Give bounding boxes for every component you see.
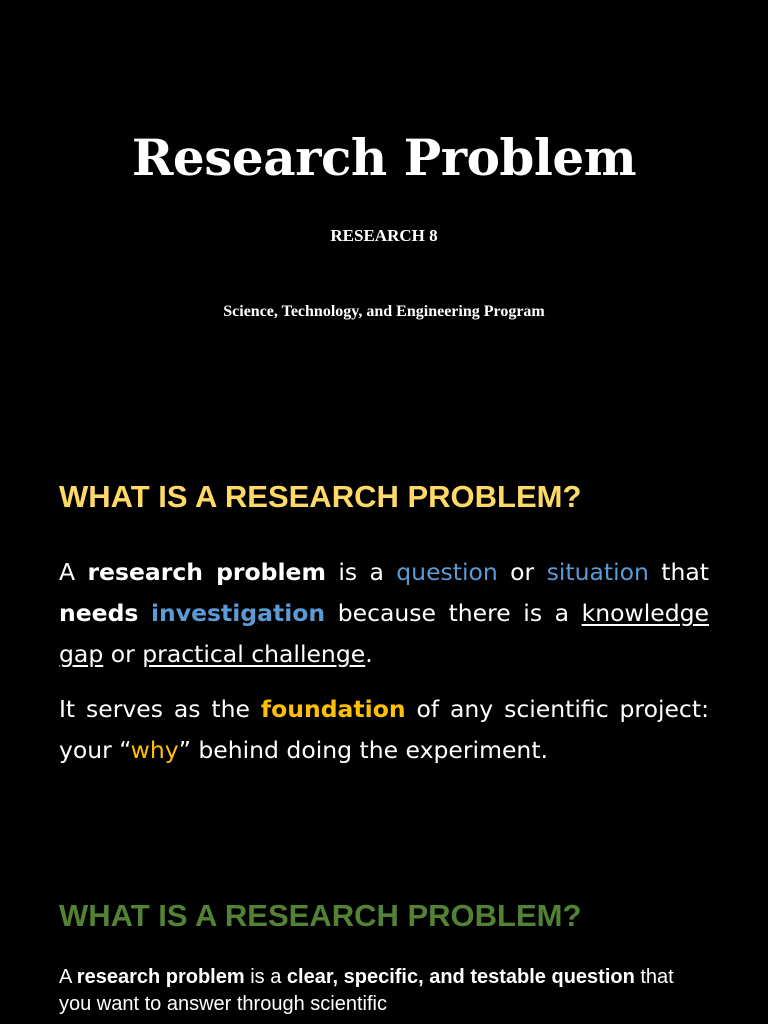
testable-question-paragraph xyxy=(59,964,709,1018)
course-subtitle: RESEARCH 8 xyxy=(330,226,438,245)
underlined-practical-challenge: practical challenge xyxy=(142,640,366,668)
highlight-situation: situation xyxy=(546,558,649,586)
section-heading-2: WHAT IS A RESEARCH PROBLEM? xyxy=(59,898,582,933)
foundation-paragraph xyxy=(59,689,709,771)
text-run: is a xyxy=(244,966,287,988)
highlight-question: question xyxy=(396,558,498,586)
text-run: A xyxy=(59,966,77,988)
program-name: Science, Technology, and Engineering Program xyxy=(223,303,545,320)
text-run xyxy=(138,599,151,627)
text-run: . xyxy=(365,640,373,668)
definition-paragraph xyxy=(59,552,709,675)
highlight-investigation: investigation xyxy=(150,599,326,627)
bold-needs: needs xyxy=(59,599,139,627)
highlight-foundation: foundation xyxy=(260,695,406,723)
section-heading-1: WHAT IS A RESEARCH PROBLEM? xyxy=(59,479,582,514)
text-run: because there is a xyxy=(325,599,582,627)
text-run: or xyxy=(497,558,547,586)
bold-term: research problem xyxy=(87,558,326,586)
text-run: It serves as the xyxy=(59,695,261,723)
underlined-knowledge-gap: knowledge gap xyxy=(59,599,709,668)
text-run: ” behind doing the experiment. xyxy=(178,736,548,764)
text-run: that xyxy=(648,558,709,586)
text-run: A xyxy=(59,558,88,586)
bold-testable-question: clear, specific, and testable question xyxy=(286,966,635,988)
bold-term: research problem xyxy=(76,966,245,988)
text-run: is a xyxy=(325,558,397,586)
highlight-why: why xyxy=(130,736,179,764)
text-run: that you want to answer through scientific xyxy=(59,966,674,1015)
text-run: of any scientific project: your “ xyxy=(59,695,709,764)
page-title: Research Problem xyxy=(131,128,637,187)
text-run: or xyxy=(103,640,143,668)
